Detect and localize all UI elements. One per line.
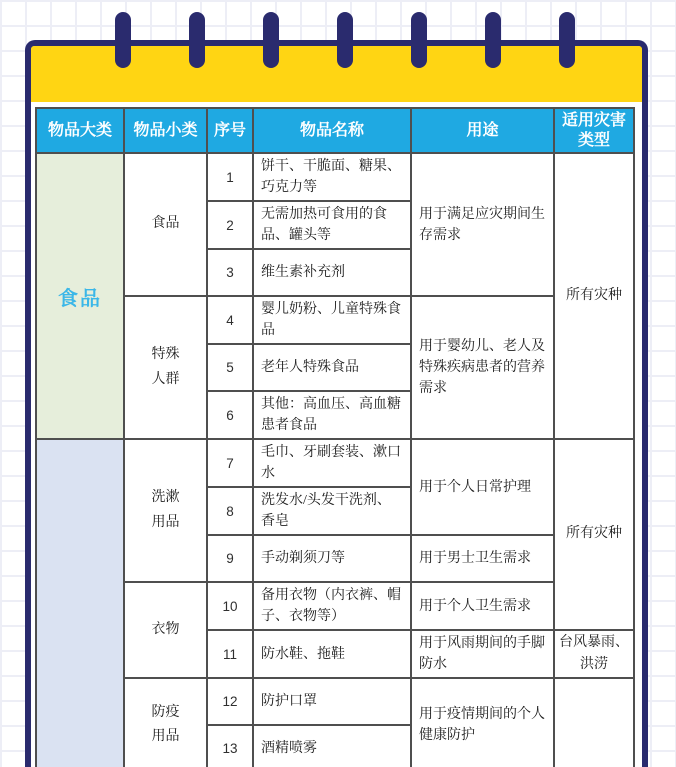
subcategory-cell	[124, 678, 207, 767]
item-name: 婴儿奶粉、儿童特殊食品	[253, 296, 411, 344]
subcategory-label: 食品	[151, 216, 180, 232]
subcategory-cell	[124, 439, 207, 582]
purpose-cell: 用于个人日常护理	[411, 439, 554, 535]
disaster-type-cell: 台风暴雨、洪涝	[554, 630, 634, 678]
subcategory-cell	[124, 153, 207, 296]
item-name: 备用衣物（内衣裤、帽子、衣物等）	[253, 582, 411, 630]
item-number: 1	[207, 153, 253, 201]
item-name: 防水鞋、拖鞋	[253, 630, 411, 678]
major-category-label: 食品	[58, 287, 102, 310]
subcategory-cell	[124, 582, 207, 678]
item-name: 饼干、干脆面、糖果、巧克力等	[253, 153, 411, 201]
disaster-type-cell: 所有灾种	[554, 153, 634, 439]
item-number: 6	[207, 391, 253, 439]
table-row	[36, 439, 634, 487]
item-number: 3	[207, 249, 253, 296]
binder-ring	[263, 12, 279, 68]
binder-ring	[337, 12, 353, 68]
col-header-disaster-type: 适用灾害类型	[554, 108, 634, 153]
item-name: 维生素补充剂	[253, 249, 411, 296]
table-row	[36, 296, 634, 344]
item-number: 11	[207, 630, 253, 678]
item-number: 4	[207, 296, 253, 344]
table-row	[36, 153, 634, 201]
subcategory-label: 防疫用品	[151, 704, 180, 744]
purpose-cell: 用于男士卫生需求	[411, 535, 554, 582]
binder-ring	[411, 12, 427, 68]
item-number: 10	[207, 582, 253, 630]
subcategory-label: 衣物	[151, 621, 180, 637]
item-number: 12	[207, 678, 253, 725]
item-name: 手动剃须刀等	[253, 535, 411, 582]
disaster-type-cell: 所有灾种	[554, 439, 634, 630]
col-header-purpose: 用途	[411, 108, 554, 153]
binder-ring	[485, 12, 501, 68]
item-name: 无需加热可食用的食品、罐头等	[253, 201, 411, 249]
major-category-cell-second	[36, 439, 124, 767]
purpose-cell: 用于个人卫生需求	[411, 582, 554, 630]
col-header-major-category: 物品大类	[36, 108, 124, 153]
supplies-table	[35, 107, 635, 767]
item-name: 酒精喷雾	[253, 725, 411, 767]
item-name: 其他：高血压、高血糖患者食品	[253, 391, 411, 439]
purpose-cell: 用于婴幼儿、老人及特殊疾病患者的营养需求	[411, 296, 554, 439]
item-name: 防护口罩	[253, 678, 411, 725]
col-header-item-name: 物品名称	[253, 108, 411, 153]
binder-ring	[189, 12, 205, 68]
item-name: 毛巾、牙刷套装、漱口水	[253, 439, 411, 487]
item-number: 8	[207, 487, 253, 535]
purpose-cell: 用于满足应灾期间生存需求	[411, 153, 554, 296]
table-row	[36, 678, 634, 725]
header-row	[36, 108, 634, 153]
disaster-type-cell	[554, 678, 634, 767]
item-number: 7	[207, 439, 253, 487]
purpose-cell: 用于疫情期间的个人健康防护	[411, 678, 554, 767]
subcategory-label: 特殊人群	[151, 347, 180, 387]
item-number: 13	[207, 725, 253, 767]
item-number: 5	[207, 344, 253, 391]
purpose-cell: 用于风雨期间的手脚防水	[411, 630, 554, 678]
item-number: 2	[207, 201, 253, 249]
binder-ring	[559, 12, 575, 68]
major-category-cell-food	[36, 153, 124, 439]
item-number: 9	[207, 535, 253, 582]
table-row	[36, 582, 634, 630]
item-name: 洗发水/头发干洗剂、香皂	[253, 487, 411, 535]
binder-ring	[115, 12, 131, 68]
subcategory-label: 洗漱用品	[151, 490, 180, 530]
col-header-number: 序号	[207, 108, 253, 153]
item-name: 老年人特殊食品	[253, 344, 411, 391]
col-header-subcategory: 物品小类	[124, 108, 207, 153]
subcategory-cell	[124, 296, 207, 439]
